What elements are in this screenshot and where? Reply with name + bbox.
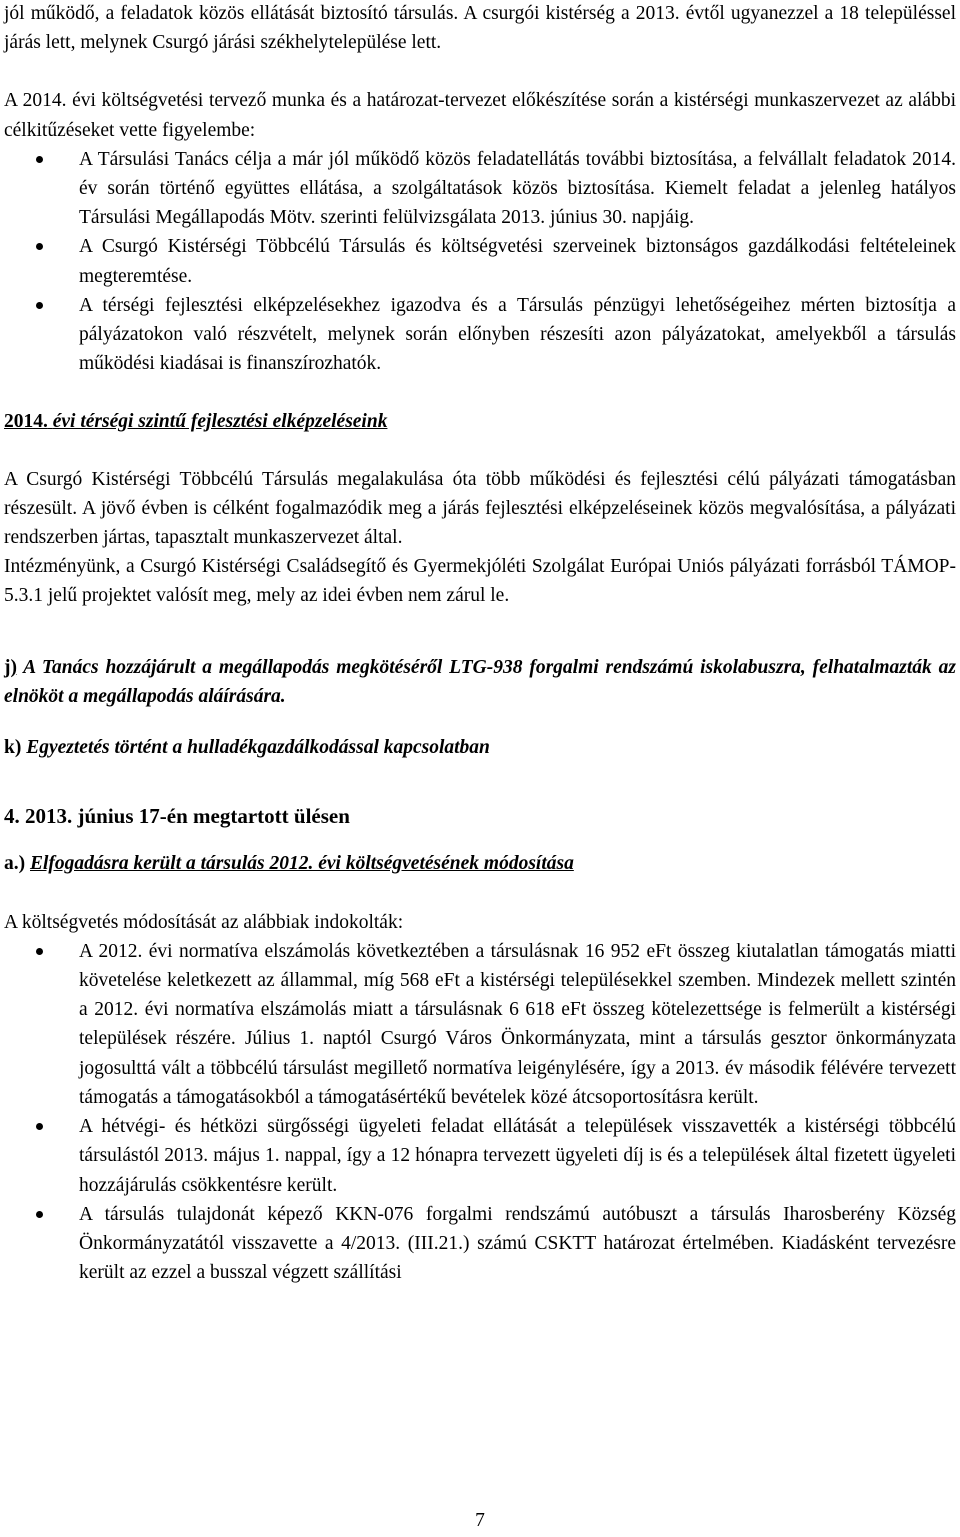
list-item xyxy=(4,1112,956,1200)
section-j-text: A Tanács hozzájárult a megállapodás megkötéséről LTG-938 forgalmi rendszámú iskolabuszra, felhatalmazták az elnököt a megállapodás aláírására. xyxy=(4,656,956,707)
development-heading-text: évi térségi szintű fejlesztési elképzeléseink xyxy=(52,411,388,433)
list-item xyxy=(4,291,956,379)
bullet-icon xyxy=(36,302,43,309)
goals-list xyxy=(4,145,956,379)
list-item xyxy=(4,937,956,1112)
development-heading-year: 2014. xyxy=(4,411,48,433)
section-a-letter: a.) xyxy=(4,853,26,875)
bullet-icon xyxy=(36,243,43,250)
goal-text: A térségi fejlesztési elképzelésekhez igazodva és a Társulás pénzügyi lehetőségeihez mérten biztosítja a pályázatokon való részvételt, melynek során előnyben részesíti azon pályázatokat, amelyekből a társulás működési kiadásai is finanszírozhatók. xyxy=(79,294,956,375)
list-item xyxy=(4,232,956,290)
bullet-icon xyxy=(36,948,43,955)
development-paragraph: A Csurgó Kistérségi Többcélú Társulás megalakulása óta több működési és fejlesztési célú pályázati támogatásban részesült. A jövő évben is célként fogalmazódik meg a járás fejlesztési elképzeléseinek közös megvalósítása, a pályázati rendszerben jártas, tapasztalt munkaszervezet által. xyxy=(4,468,956,549)
section-k-letter: k) xyxy=(4,737,22,759)
goal-text: A Társulási Tanács célja a már jól működő közös feladatellátás további biztosítása, a felvállalt feladatok 2014. év során történő együttes ellátása, a szolgáltatások közös biztosítása. Kiemelt feladat a jelenleg hatályos Társulási Megállapodás Mötv. szerinti felülvizsgálata 2013. június 30. napjáig. xyxy=(79,148,956,229)
amendment-text: A társulás tulajdonát képező KKN-076 forgalmi rendszámú autóbuszt a társulás Iharosberény Község Önkormányzatától visszavette a 4/2013. (III.21.) számú CSKTT határozat értelmében. Kiadásként tervezésre került az ezzel a busszal végzett szállítási xyxy=(79,1203,956,1284)
amendment-text: A 2012. évi normatíva elszámolás következtében a társulásnak 16 952 eFt összeg kiutalatlan támogatás miatti követelése keletkezett az állammal, míg 568 eFt a kistérségi településekkel szemben. Mindezek mellett szintén a 2012. évi normatíva elszámolás miatt a társulásnak 6 618 eFt összeg kötelezettsége is felmerült a kistérségi települések részére. Július 1. naptól Csurgó Város Önkormányzata, mint a társulás gesztor önkormányzata jogosulttá vált a többcélú társulást megillető normatíva leigénylésére, így a 2013. év második félévére tervezett támogatás a támogatásokból a támogatásértékű bevételek közé átcsoportosításra került. xyxy=(79,940,956,1108)
intro-paragraph: jól működő, a feladatok közös ellátását biztosító társulás. A csurgói kistérség a 2013. évtől ugyanezzel a 18 településsel járás lett, melynek Csurgó járási székhelytelepülése lett. xyxy=(4,3,956,54)
document-page xyxy=(4,0,956,1287)
amendment-text: A hétvégi- és hétközi sürgősségi ügyeleti feladat ellátását a települések visszavették a kistérségi többcélú társulástól 2013. május 1. nappal, így a 12 hónapra tervezett ügyeleti díj is és a települések által fizetett ügyeleti hozzájárulás csökkentésre került. xyxy=(79,1116,956,1196)
section-k-heading xyxy=(4,733,956,762)
page-number: 7 xyxy=(475,1510,485,1531)
development-heading xyxy=(4,407,956,436)
budget-planning-paragraph: A 2014. évi költségvetési tervező munka és a határozat-tervezet előkészítése során a kistérségi munkaszervezet az alábbi célkitűzéseket vette figyelembe: xyxy=(4,90,956,141)
list-item xyxy=(4,145,956,233)
meeting-heading: 4. 2013. június 17-én megtartott ülésen xyxy=(4,804,350,829)
section-j-letter: j) xyxy=(4,656,17,678)
bullet-icon xyxy=(36,156,43,163)
bullet-icon xyxy=(36,1211,43,1218)
list-item xyxy=(4,1200,956,1288)
section-j-heading xyxy=(4,653,956,711)
amendment-intro: A költségvetés módosítását az alábbiak indokolták: xyxy=(4,911,404,933)
amendment-list xyxy=(4,937,956,1287)
goal-text: A Csurgó Kistérségi Többcélú Társulás és költségvetési szerveinek biztonságos gazdálkodási feltételeinek megteremtése. xyxy=(79,236,956,287)
section-a-text: Elfogadásra került a társulás 2012. évi költségvetésének módosítása xyxy=(30,853,574,875)
section-k-text: Egyeztetés történt a hulladékgazdálkodással kapcsolatban xyxy=(26,737,490,759)
project-paragraph: Intézményünk, a Csurgó Kistérségi Családsegítő és Gyermekjóléti Szolgálat Európai Uniós pályázati forrásból TÁMOP-5.3.1 jelű projektet valósít meg, mely az idei évben nem zárul le. xyxy=(4,556,956,607)
bullet-icon xyxy=(36,1123,43,1130)
section-a-heading xyxy=(4,849,956,878)
